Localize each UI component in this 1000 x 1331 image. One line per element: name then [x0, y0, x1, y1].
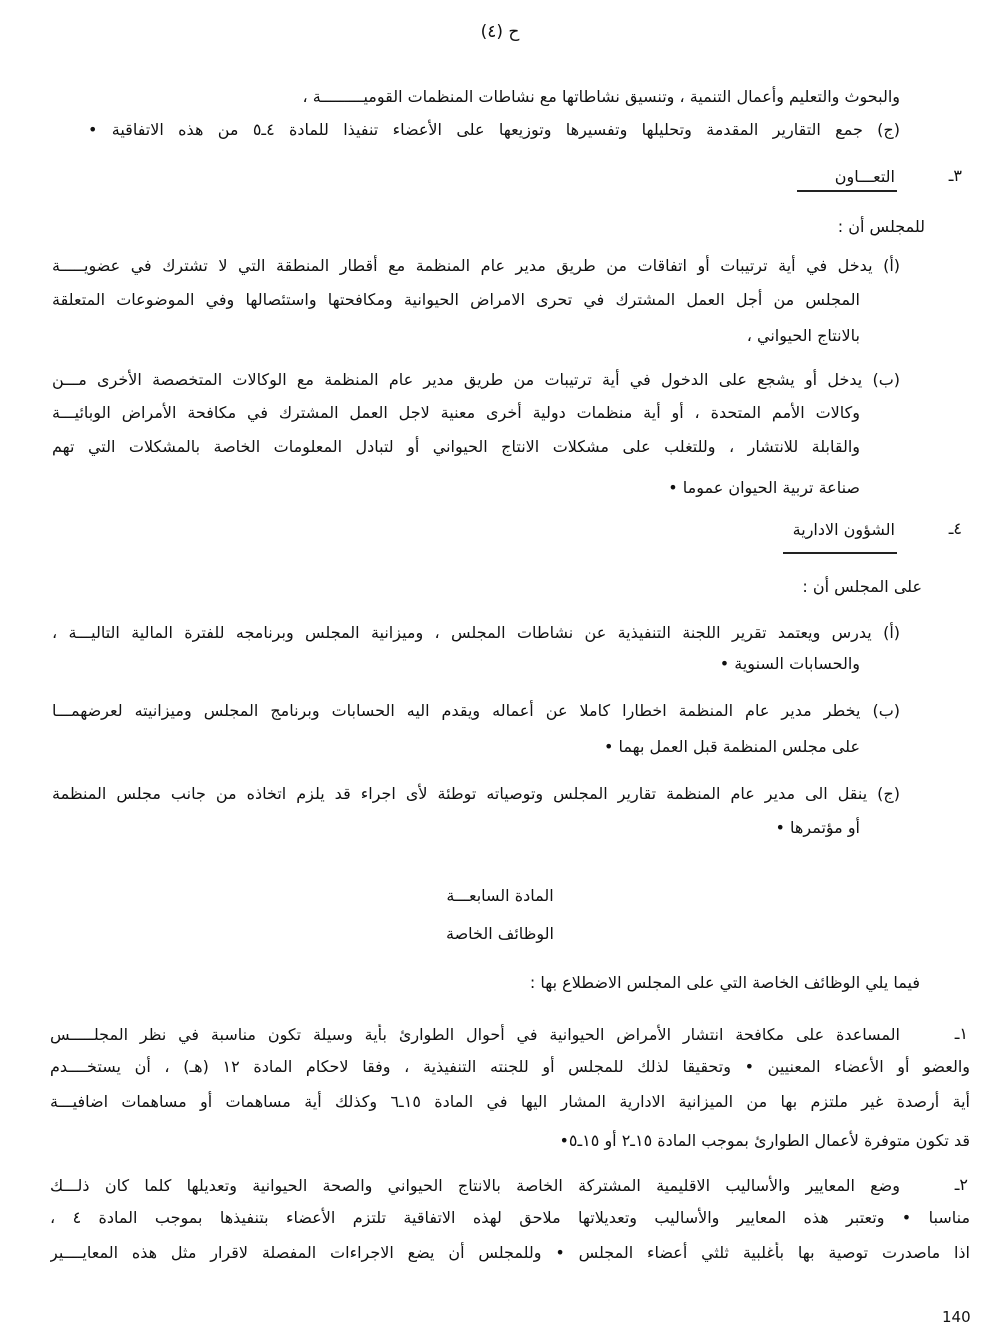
article-title: المادة السابعـــة	[446, 886, 554, 905]
item-number: ١ـ	[954, 1024, 968, 1043]
text-line: والبحوث والتعليم وأعمال التنمية ، وتنسيق نشاطاتها مع نشاطات المنظمات القوميـــــــــة ،	[302, 87, 900, 106]
section-heading: التعـــاون	[834, 167, 895, 186]
text-line: والقابلة للانتشار ، وللتغلب على مشكلات الانتاج الحيواني أو لتبادل المعلومات الخاصة بالمشكلات التي تهم	[52, 437, 860, 456]
article-intro: فيما يلي الوظائف الخاصة التي على المجلس الاضطلاع بها :	[529, 973, 920, 992]
page-number: 140	[942, 1308, 971, 1326]
section-number: ٤ـ	[948, 519, 962, 538]
text-line: المساعدة على مكافحة انتشار الأمراض الحيوانية في أحوال الطوارئ بأية وسيلة تكون مناسبة في نظر المجلـــــس	[50, 1025, 900, 1044]
text-line: والعضو أو الأعضاء المعنيين • وتحقيقا لذلك للمجلس أو للجنته التنفيذية ، وفقا لاحكام المادة ١٢ (هـ) ، أن يستخــــدم	[50, 1057, 970, 1076]
text-line: على مجلس المنظمة قبل العمل بهما •	[603, 737, 860, 756]
text-line: أو مؤتمرها •	[775, 818, 860, 837]
text-line: والحسابات السنوية •	[719, 654, 860, 673]
text-line: بالانتاج الحيواني ،	[746, 326, 860, 345]
text-line: وضع المعايير والأساليب الاقليمية المشتركة الخاصة بالانتاج الحيواني والصحة الحيوانية وتعديلها كلما كان ذلـــك	[50, 1176, 900, 1195]
heading-underline	[783, 552, 897, 554]
section-number: ٣ـ	[948, 166, 962, 185]
text-line: صناعة تربية الحيوان عموما •	[668, 478, 860, 497]
article-subtitle: الوظائف الخاصة	[446, 924, 554, 943]
text-line: (ب) يخطر مدير عام المنظمة اخطارا كاملا عن أعماله ويقدم اليه الحسابات وبرنامج المجلس وميزانيته لعرضهمـــا	[52, 701, 900, 720]
text-line: مناسبا • وتعتبر هذه المعايير والأساليب وتعديلاتها ملاحق لهذه الاتفاقية تلتزم الأعضاء بتنفيذها بموجب المادة ٤ ،	[50, 1208, 970, 1227]
text-line: المجلس من أجل العمل المشترك في تحرى الامراض الحيوانية ومكافحتها واستئصالها وفي الموضوعات المتعلقة	[52, 290, 860, 309]
text-line: أية أرصدة غير ملتزم بها من الميزانية الادارية المشار اليها في المادة ١٥ـ٦ وكذلك أية مساهمات أو مساهمات اضافيـــة	[50, 1092, 970, 1111]
section-lead: للمجلس أن :	[837, 217, 925, 236]
page-header: ح (٤)	[480, 22, 520, 42]
text-line: (ب) يدخل أو يشجع على الدخول في أية ترتيبات من طريق مدير عام المنظمة مع الوكالات المتخصصة الأخرى مـــن	[52, 370, 900, 389]
section-lead: على المجلس أن :	[802, 577, 922, 596]
text-line: (ج) ينقل الى مدير عام المنظمة تقارير المجلس وتوصياته توطئة لأى اجراء قد يلزم اتخاذه من جانب مجلس المنظمة	[52, 784, 900, 803]
item-number: ٢ـ	[954, 1175, 968, 1194]
section-heading: الشؤون الادارية	[792, 520, 895, 539]
text-line: (أ) يدخل في أية ترتيبات أو اتفاقات من طريق مدير عام المنظمة مع أقطار المنطقة التي لا تشترك في عضويـــــة	[52, 256, 900, 275]
text-line: اذا ماصدرت توصية بها بأغلبية ثلثي أعضاء المجلس • وللمجلس أن يضع الاجراءات المفصلة لاقرار مثل هذه المعايــــير	[50, 1243, 970, 1262]
text-line: قد تكون متوفرة لأعمال الطوارئ بموجب المادة ١٥ـ٢ أو ١٥ـ٥•	[559, 1131, 970, 1150]
text-line: (ج) جمع التقارير المقدمة وتحليلها وتفسيرها وتوزيعها على الأعضاء تنفيذا للمادة ٤ـ٥ من هذه الاتفاقية •	[88, 120, 900, 139]
text-line: (أ) يدرس ويعتمد تقرير اللجنة التنفيذية عن نشاطات المجلس ، وميزانية المجلس وبرنامجه للفترة المالية التاليـــة ،	[52, 623, 900, 642]
text-line: وكالات الأمم المتحدة ، أو أية منظمات دولية أخرى معنية لاجل العمل المشترك في مكافحة الأمراض الوبائيـــة	[52, 403, 860, 422]
heading-underline	[797, 190, 897, 192]
